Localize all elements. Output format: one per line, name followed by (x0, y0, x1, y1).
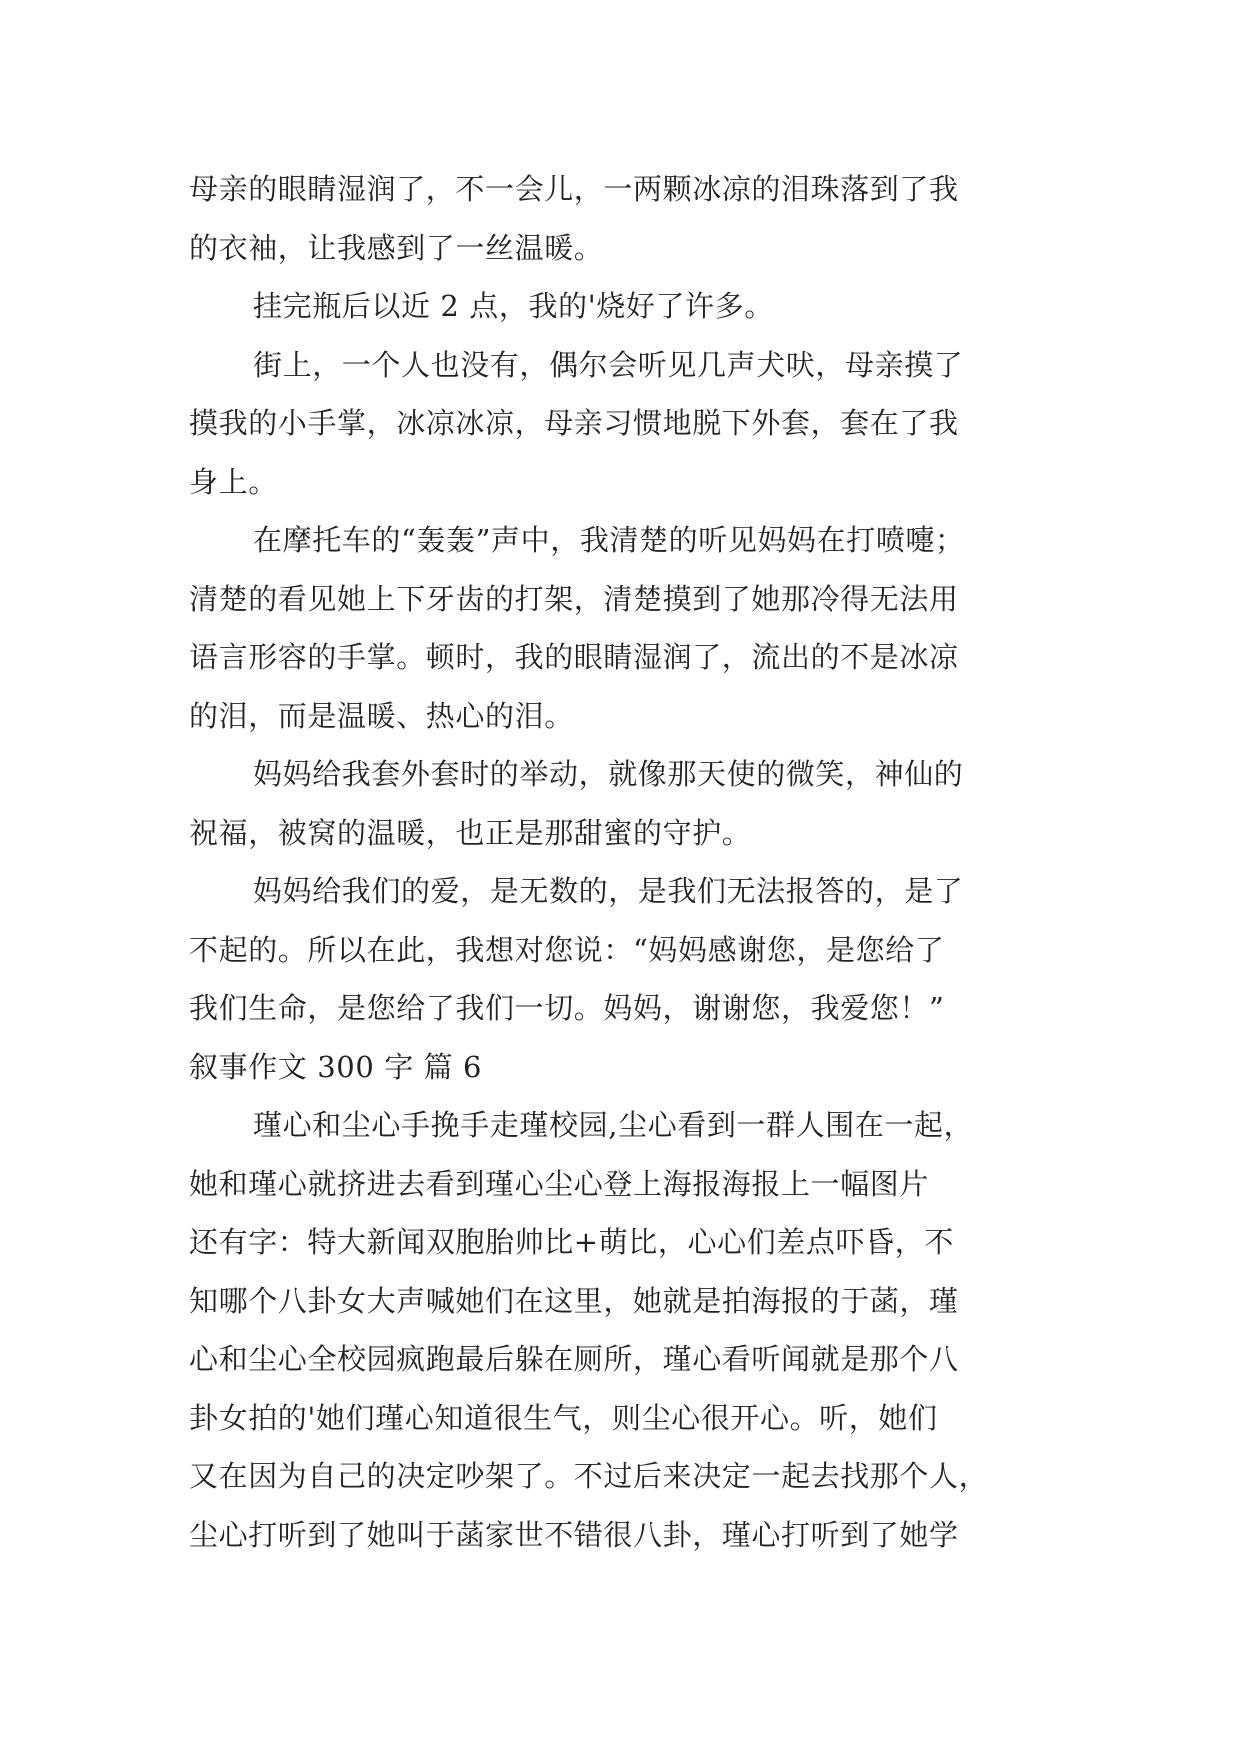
text-line-8: 清楚的看见她上下牙齿的打架，清楚摸到了她那冷得无法用 (189, 581, 959, 616)
text-line-10: 的泪，而是温暖、热心的泪。 (189, 698, 574, 733)
text-line-18: 她和瑾心就挤进去看到瑾心尘心登上海报海报上一幅图片 (189, 1166, 930, 1201)
text-line-14: 不起的。所以在此，我想对您说：“妈妈感谢您，是您给了 (189, 932, 945, 967)
text-line-6: 身上。 (189, 464, 278, 499)
text-line-22: 卦女拍的'她们瑾心知道很生气，则尘心很开心。听，她们 (189, 1400, 938, 1435)
text-line-2: 的衣袖，让我感到了一丝温暖。 (189, 230, 604, 265)
text-line-3: 挂完瓶后以近 2 点，我的'烧好了许多。 (253, 289, 774, 323)
text-line-5: 摸我的小手掌，冰凉冰凉，母亲习惯地脱下外套，套在了我 (189, 406, 959, 440)
text-line-23: 又在因为自己的决定吵架了。不过后来决定一起去找那个人， (189, 1459, 989, 1493)
text-line-19: 还有字：特大新闻双胞胎帅比+萌比，心心们差点吓昏，不 (189, 1225, 954, 1259)
document-body (189, 160, 1059, 1564)
section-heading: 叙事作文 300 字 篇 6 (189, 1049, 483, 1084)
text-line-9: 语言形容的手掌。顿时，我的眼睛湿润了，流出的不是冰凉 (189, 640, 959, 674)
text-line-17: 瑾心和尘心手挽手走瑾校园,尘心看到一群人围在一起， (253, 1108, 974, 1142)
text-line-12: 祝福，被窝的温暖，也正是那甜蜜的守护。 (189, 815, 752, 850)
text-line-24: 尘心打听到了她叫于菡家世不错很八卦，瑾心打听到了她学 (189, 1517, 959, 1552)
text-line-11: 妈妈给我套外套时的举动，就像那天使的微笑，神仙的 (253, 757, 964, 791)
text-line-15: 我们生命，是您给了我们一切。妈妈，谢谢您，我爱您！” (189, 991, 945, 1025)
text-line-20: 知哪个八卦女大声喊她们在这里，她就是拍海报的于菡，瑾 (189, 1283, 959, 1318)
text-line-1: 母亲的眼睛湿润了，不一会儿，一两颗冰凉的泪珠落到了我 (189, 172, 959, 206)
text-line-21: 心和尘心全校园疯跑最后躲在厕所，瑾心看听闻就是那个八 (189, 1342, 959, 1376)
text-line-7: 在摩托车的“轰轰”声中，我清楚的听见妈妈在打喷嚏； (253, 523, 965, 557)
text-line-4: 街上，一个人也没有，偶尔会听见几声犬吠，母亲摸了 (253, 347, 964, 382)
text-line-13: 妈妈给我们的爱，是无数的，是我们无法报答的，是了 (253, 874, 964, 908)
